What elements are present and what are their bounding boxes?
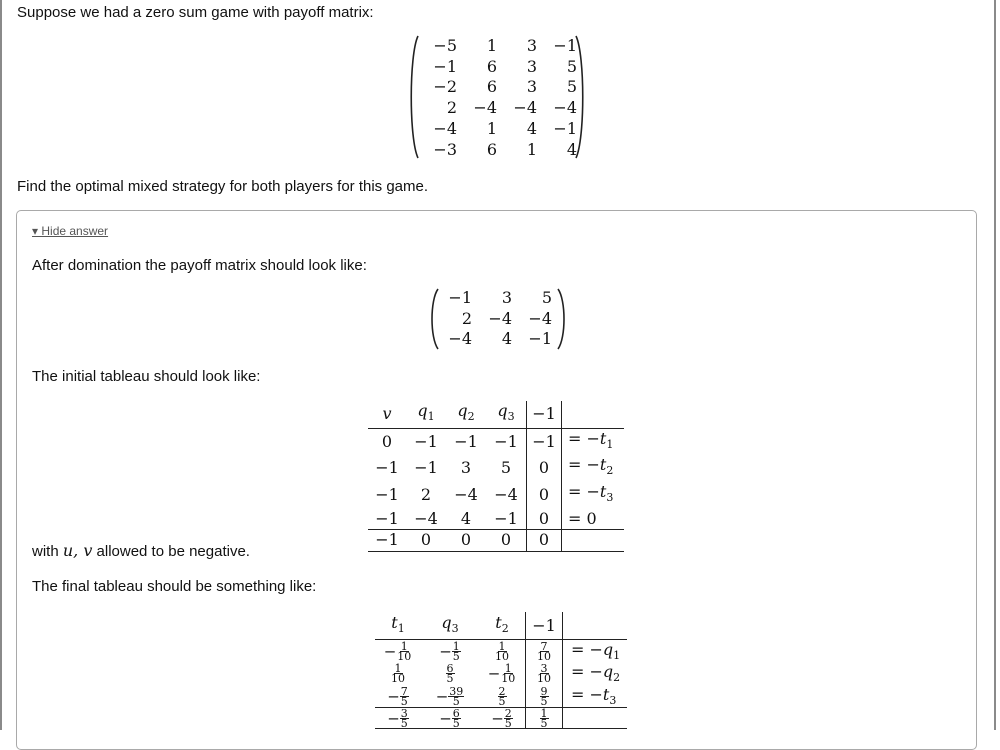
matrix-cell: −2 — [433, 77, 457, 97]
tableau-row — [368, 428, 624, 455]
header-subscript: 1 — [397, 622, 405, 636]
fraction — [498, 684, 507, 708]
matrix-row — [442, 329, 552, 350]
denominator: 10 — [495, 650, 509, 664]
numerator: 7 — [540, 640, 548, 654]
fraction-value — [536, 662, 552, 686]
payoff-matrix — [408, 35, 586, 159]
initial-tableau-text: The initial tableau should look like: — [32, 368, 261, 385]
tableau-eq-blank — [562, 530, 625, 552]
final-cell — [421, 662, 479, 684]
matrix-cell: −4 — [553, 98, 577, 118]
matrix-row — [424, 36, 577, 57]
final-tableau — [375, 612, 627, 729]
header-var: q — [441, 613, 452, 632]
matrix-cell: 6 — [486, 139, 497, 159]
equation-var: q — [602, 662, 614, 682]
matrix-cell: −3 — [433, 139, 457, 159]
fraction — [494, 640, 510, 664]
tableau-cell: 0 — [527, 482, 562, 509]
matrix-cell: 1 — [526, 139, 537, 159]
tableau-cell: −1 — [494, 508, 518, 528]
matrix-cell: −1 — [433, 56, 457, 76]
tableau-header-cell — [486, 401, 527, 428]
tableau-equation — [562, 482, 625, 509]
equation-subscript: 1 — [613, 649, 621, 663]
tableau-cell: −1 — [414, 458, 438, 478]
matrix-cell: 1 — [486, 36, 497, 55]
tableau-cell: −4 — [454, 485, 478, 505]
denominator: 5 — [446, 672, 454, 686]
equation-lhs: = − — [571, 640, 603, 660]
denominator: 5 — [400, 717, 408, 730]
matrix-cell: −4 — [528, 308, 552, 328]
final-header-cell — [479, 612, 526, 640]
matrix-cell: −4 — [448, 329, 472, 349]
tableau-bottom-cell: −1 — [368, 530, 406, 552]
denominator: 5 — [504, 717, 512, 730]
matrix-row — [424, 119, 577, 140]
header-var: t — [495, 613, 502, 632]
final-tableau-text: The final tableau should be something like: — [32, 578, 317, 595]
numerator: 2 — [504, 707, 512, 720]
fraction-value — [446, 662, 455, 686]
tableau-cell: 0 — [527, 509, 562, 530]
final-cell — [526, 662, 563, 684]
equation-lhs: = − — [568, 482, 600, 502]
numerator: 1 — [452, 640, 460, 654]
numerator: 3 — [400, 707, 408, 720]
equation-subscript: 3 — [609, 693, 617, 707]
negative-vars: u, v — [62, 541, 93, 560]
fraction-value — [540, 707, 549, 730]
matrix-cell: 5 — [566, 77, 577, 97]
equation-lhs: = − — [568, 455, 600, 475]
fraction — [540, 684, 549, 708]
tableau-header-cell — [368, 401, 406, 428]
final-tableau-table — [375, 612, 627, 729]
matrix-row — [442, 309, 552, 330]
numerator: 7 — [400, 684, 408, 698]
matrix-row — [424, 77, 577, 98]
initial-tableau-table — [368, 401, 624, 552]
equation-subscript: 2 — [613, 671, 621, 685]
matrix-cell: 4 — [566, 139, 577, 159]
fraction-sign: − — [439, 642, 452, 661]
final-cell — [375, 640, 421, 663]
tableau-cell: −4 — [414, 508, 438, 528]
tableau-cell: −1 — [375, 458, 399, 478]
denominator: 10 — [537, 650, 551, 664]
final-cell — [479, 662, 526, 684]
denominator: 5 — [452, 650, 460, 664]
final-row — [375, 685, 627, 708]
fraction — [500, 662, 516, 686]
header-var: v — [382, 404, 392, 424]
final-header-cell — [526, 612, 563, 640]
fraction — [448, 684, 464, 708]
equation-lhs: = 0 — [568, 508, 597, 528]
tableau-eq-blank — [562, 401, 625, 428]
matrix-cell: 3 — [526, 56, 537, 76]
final-equation — [563, 640, 628, 663]
tableau-cell: 0 — [381, 431, 393, 451]
final-eq-blank — [563, 707, 628, 729]
equation-var: q — [602, 640, 614, 660]
right-paren — [574, 35, 586, 159]
denominator: 5 — [452, 717, 460, 730]
fraction-value — [387, 707, 409, 730]
matrix-cell: 6 — [486, 77, 497, 97]
numerator: 6 — [452, 707, 460, 720]
denominator: 5 — [452, 694, 460, 708]
denominator: 10 — [397, 650, 412, 664]
matrix-row — [424, 98, 577, 119]
left-paren — [408, 35, 420, 159]
fraction — [390, 662, 406, 686]
fraction — [536, 640, 552, 664]
fraction-value — [494, 640, 510, 664]
final-row — [375, 662, 627, 684]
matrix-cell: −5 — [433, 36, 457, 55]
fraction-value — [387, 684, 409, 708]
header-subscript: 1 — [427, 410, 435, 424]
header-var: q — [457, 401, 468, 420]
header-var: q — [497, 401, 508, 420]
equation-subscript: 2 — [606, 464, 614, 478]
tableau-cell: 2 — [420, 485, 432, 505]
tableau-cell: −1 — [494, 431, 518, 451]
final-header-row — [375, 612, 627, 640]
header-subscript: 3 — [451, 622, 459, 636]
tableau-bottom-cell: 0 — [527, 530, 562, 552]
tableau-bottom-cell: 0 — [486, 530, 527, 552]
denominator: 5 — [400, 694, 408, 708]
tableau-cell: −1 — [375, 508, 399, 528]
header-subscript: 3 — [507, 410, 515, 424]
numerator: 1 — [504, 662, 512, 676]
matrix-cell: 4 — [501, 329, 512, 349]
fraction — [504, 709, 513, 728]
left-paren — [428, 288, 440, 350]
fraction — [540, 709, 549, 728]
final-bottom-cell — [421, 707, 479, 729]
matrix-cell: −4 — [513, 98, 537, 118]
matrix-cell: 3 — [526, 36, 537, 55]
tableau-header-cell — [446, 401, 486, 428]
matrix-cell: −4 — [473, 98, 497, 118]
denominator: 10 — [391, 672, 405, 686]
fraction-sign: − — [435, 687, 449, 706]
final-eq-blank — [563, 612, 628, 640]
numerator: 1 — [540, 707, 548, 720]
final-cell — [479, 685, 526, 708]
matrix-cell: 6 — [486, 56, 497, 76]
fraction-value — [487, 662, 517, 686]
equation-lhs: = − — [571, 684, 603, 704]
numerator: 1 — [394, 662, 402, 676]
tableau-cell: −1 — [454, 431, 478, 451]
numerator: 3 — [540, 662, 548, 676]
header-subscript: 2 — [501, 622, 509, 636]
fraction-value — [439, 707, 461, 730]
final-cell — [526, 640, 563, 663]
final-bottom-row — [375, 707, 627, 729]
tableau-equation — [562, 428, 625, 455]
matrix-cell: −1 — [528, 329, 552, 349]
denominator: 10 — [501, 672, 516, 686]
tableau-cell: 4 — [460, 508, 472, 528]
matrix-cell: 3 — [501, 288, 512, 307]
fraction-value — [536, 640, 552, 664]
fraction — [446, 662, 455, 686]
fraction — [452, 709, 461, 728]
denominator: 5 — [540, 717, 548, 730]
denominator: 5 — [540, 694, 548, 708]
tableau-equation — [562, 455, 625, 482]
tableau-row — [368, 509, 624, 530]
header-subscript: 2 — [467, 410, 475, 424]
tableau-cell: 0 — [527, 455, 562, 482]
equation-subscript: 1 — [606, 437, 614, 451]
fraction-sign: − — [487, 664, 501, 683]
matrix-cell: 3 — [526, 77, 537, 97]
final-header-cell — [421, 612, 479, 640]
header-var: t — [391, 613, 398, 632]
numerator: 2 — [498, 684, 506, 698]
tableau-equation — [562, 509, 625, 530]
header-var: −1 — [532, 404, 556, 424]
fraction-value — [390, 662, 406, 686]
matrix-cell: −4 — [433, 118, 457, 138]
equation-var: t — [599, 428, 607, 448]
hide-answer-toggle[interactable]: ▾ Hide answer — [32, 224, 109, 238]
tableau-cell: −1 — [527, 428, 562, 455]
tableau-bottom-cell: 0 — [406, 530, 446, 552]
fraction-sign: − — [439, 709, 452, 728]
tableau-header-row — [368, 401, 624, 428]
tableau-cell: 5 — [500, 458, 512, 478]
matrix-cell: 5 — [541, 288, 552, 307]
problem-intro: Suppose we had a zero sum game with payoff matrix: — [17, 4, 374, 21]
problem-question: Find the optimal mixed strategy for both players for this game. — [17, 178, 429, 195]
matrix-cell: 4 — [526, 118, 537, 138]
tableau-cell: −1 — [414, 431, 438, 451]
numerator: 39 — [449, 684, 464, 698]
fraction-value — [383, 640, 413, 664]
fraction-value — [540, 684, 549, 708]
final-bottom-cell — [479, 707, 526, 729]
equation-var: t — [599, 482, 607, 502]
payoff-matrix-table — [424, 36, 577, 160]
tableau-cell: 3 — [460, 458, 472, 478]
matrix-cell: −4 — [488, 308, 512, 328]
fraction-value — [435, 684, 465, 708]
tableau-cell: −1 — [375, 485, 399, 505]
fraction-value — [498, 684, 507, 708]
right-paren — [556, 288, 568, 350]
denominator: 10 — [537, 672, 551, 686]
fraction-value — [439, 640, 461, 664]
final-cell — [479, 640, 526, 663]
matrix-row — [424, 140, 577, 161]
tableau-cell: −4 — [494, 485, 518, 505]
reduced-matrix-table — [442, 288, 552, 350]
header-var: −1 — [532, 616, 556, 636]
final-cell — [375, 662, 421, 684]
fraction — [536, 662, 552, 686]
tableau-row — [368, 455, 624, 482]
fraction-sign: − — [491, 709, 504, 728]
domination-text: After domination the payoff matrix should look like: — [32, 257, 367, 274]
negative-note — [32, 542, 250, 561]
final-cell — [526, 685, 563, 708]
matrix-cell: 1 — [486, 118, 497, 138]
matrix-cell: 2 — [446, 98, 457, 118]
equation-subscript: 3 — [606, 491, 614, 505]
fraction — [400, 709, 409, 728]
final-cell — [421, 685, 479, 708]
final-row — [375, 640, 627, 663]
numerator: 9 — [540, 684, 548, 698]
equation-lhs: = − — [568, 428, 600, 448]
matrix-cell: −1 — [553, 36, 577, 55]
final-bottom-cell — [526, 707, 563, 729]
denominator: 5 — [498, 694, 506, 708]
fraction-value — [491, 707, 513, 730]
negative-suffix: allowed to be negative. — [92, 543, 250, 560]
matrix-cell: 2 — [461, 308, 472, 328]
header-var: q — [417, 401, 428, 420]
initial-tableau — [368, 401, 624, 552]
matrix-cell: −1 — [448, 288, 472, 307]
fraction-sign: − — [387, 709, 400, 728]
tableau-row — [368, 482, 624, 509]
matrix-row — [424, 57, 577, 78]
equation-lhs: = − — [571, 662, 603, 682]
negative-prefix: with — [32, 543, 63, 560]
fraction-sign: − — [387, 687, 400, 706]
numerator: 1 — [498, 640, 506, 654]
fraction — [400, 684, 409, 708]
equation-var: t — [599, 455, 607, 475]
fraction — [452, 640, 461, 664]
final-cell — [421, 640, 479, 663]
matrix-row — [442, 288, 552, 309]
final-header-cell — [375, 612, 421, 640]
fraction — [396, 640, 412, 664]
equation-var: t — [602, 684, 610, 704]
matrix-cell: −1 — [553, 118, 577, 138]
reduced-matrix — [428, 288, 568, 350]
tableau-bottom-cell: 0 — [446, 530, 486, 552]
fraction-sign: − — [383, 642, 397, 661]
matrix-cell: 5 — [566, 56, 577, 76]
tableau-bottom-row — [368, 530, 624, 552]
tableau-header-cell — [527, 401, 562, 428]
tableau-header-cell — [406, 401, 446, 428]
final-equation — [563, 662, 628, 684]
final-equation — [563, 685, 628, 708]
numerator: 6 — [446, 662, 454, 676]
final-bottom-cell — [375, 707, 421, 729]
final-cell — [375, 685, 421, 708]
numerator: 1 — [400, 640, 408, 654]
